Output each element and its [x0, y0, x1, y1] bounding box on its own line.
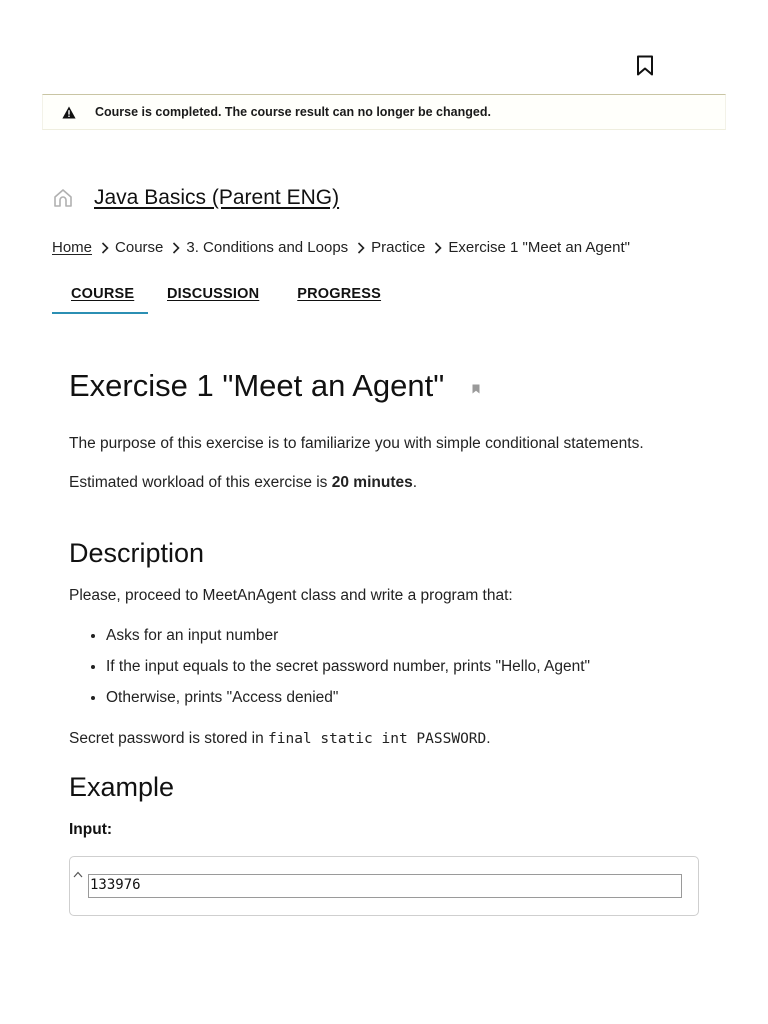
- requirements-list: [69, 627, 590, 720]
- example-heading: Example: [69, 772, 175, 802]
- tab-course[interactable]: COURSE: [52, 286, 148, 314]
- description-heading: Description: [69, 538, 205, 568]
- list-item: • If the input equals to the secret password number, prints "Hello, Agent": [106, 658, 590, 689]
- breadcrumb-course[interactable]: Course: [115, 239, 164, 256]
- course-completed-alert: [42, 94, 726, 130]
- input-label: Input:: [69, 821, 113, 838]
- chevron-right-icon: [172, 242, 180, 254]
- page-title: Exercise 1 "Meet an Agent": [69, 368, 445, 403]
- workload-value: 20 minutes: [331, 474, 413, 491]
- alert-text: Course is completed. The course result can no longer be changed.: [95, 105, 491, 119]
- warning-triangle-icon: [62, 104, 78, 120]
- example-input-field[interactable]: 133976: [88, 874, 682, 898]
- purpose-text: The purpose of this exercise is to familiarize you with simple conditional statements.: [69, 435, 644, 452]
- workload-text: Estimated workload of this exercise is 20 minutes.: [69, 474, 418, 491]
- bookmark-icon[interactable]: [634, 53, 656, 77]
- course-title-link[interactable]: Java Basics (Parent ENG): [94, 186, 340, 209]
- chevron-right-icon: [101, 242, 109, 254]
- breadcrumb-home[interactable]: Home: [52, 239, 93, 256]
- breadcrumb-section[interactable]: 3. Conditions and Loops: [186, 239, 349, 256]
- course-header: [52, 186, 339, 210]
- course-tabs: [52, 286, 381, 314]
- example-input-card: [69, 856, 699, 916]
- secret-password-text: Secret password is stored in final static int PASSWORD.: [69, 730, 491, 747]
- chevron-right-icon: [357, 242, 365, 254]
- exercise-content: [69, 368, 709, 838]
- tab-discussion[interactable]: DISCUSSION: [167, 286, 260, 302]
- list-item: • Otherwise, prints "Access denied": [106, 689, 590, 720]
- chevron-right-icon: [434, 242, 442, 254]
- home-icon[interactable]: [52, 187, 74, 209]
- list-item: • Asks for an input number: [106, 627, 590, 658]
- chevron-up-icon[interactable]: [72, 869, 84, 879]
- tab-progress[interactable]: PROGRESS: [297, 286, 382, 302]
- breadcrumb: [52, 239, 630, 256]
- breadcrumb-practice[interactable]: Practice: [371, 239, 426, 256]
- bookmark-small-icon[interactable]: [472, 384, 482, 396]
- breadcrumb-current: Exercise 1 "Meet an Agent": [448, 239, 630, 256]
- description-intro: Please, proceed to MeetAnAgent class and write a program that:: [69, 587, 513, 604]
- code-snippet: final static int PASSWORD: [268, 731, 487, 747]
